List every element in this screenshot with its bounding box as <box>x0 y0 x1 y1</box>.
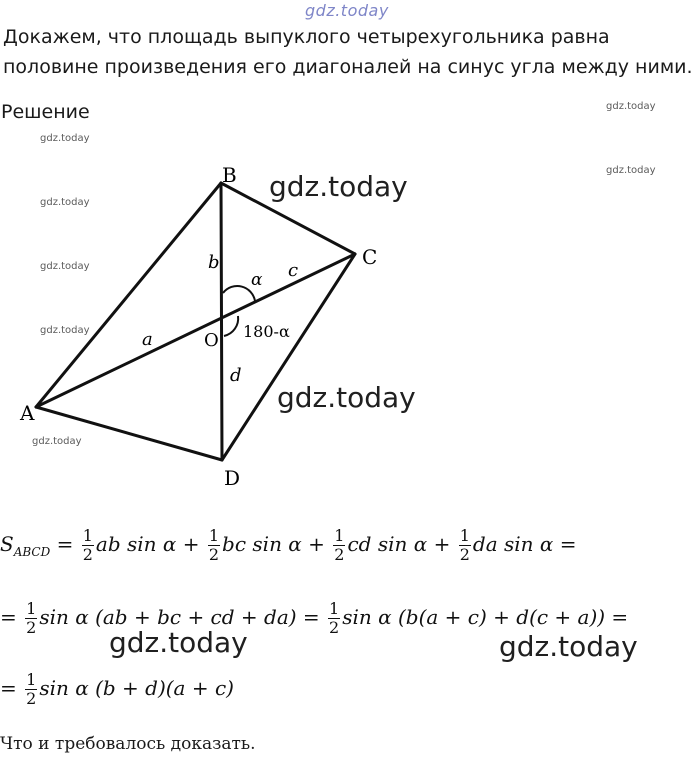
fraction-half: $\frac{1}{2}$ <box>26 670 37 708</box>
fraction-half: $\frac{1}{2}$ <box>329 599 340 637</box>
solution-heading: Решение <box>1 101 90 123</box>
fraction-half: $\frac{1}{2}$ <box>334 526 345 564</box>
angle-label-alpha: α <box>251 270 263 290</box>
side-ab <box>36 183 221 407</box>
term-cd: cd sin α + <box>347 532 457 556</box>
watermark-small: gdz.today <box>32 436 82 447</box>
conclusion-text: Что и требовалось доказать. <box>0 734 256 754</box>
fraction-half: $\frac{1}{2}$ <box>82 526 93 564</box>
equals-sign: = <box>0 605 24 629</box>
side-da <box>36 407 222 460</box>
formula-line-3 <box>0 671 234 708</box>
equals-sign: = <box>0 676 24 700</box>
watermark-small: gdz.today <box>606 101 656 112</box>
quadrilateral-diagram <box>0 155 699 495</box>
watermark-large: gdz.today <box>499 630 638 663</box>
segment-label-b: b <box>208 252 220 273</box>
watermark-small: gdz.today <box>40 133 90 144</box>
term-bc: bc sin α + <box>222 532 332 556</box>
watermark-small: gdz.today <box>40 325 90 336</box>
term-ab: ab sin α + <box>95 532 206 556</box>
equals-sign: = <box>50 532 80 556</box>
watermark-large: gdz.today <box>109 626 248 659</box>
watermark-small: gdz.today <box>606 165 656 176</box>
vertex-label-a: A <box>20 401 35 425</box>
vertex-label-d: D <box>224 466 241 490</box>
expression-result: sin α (b + d)(a + c) <box>39 676 234 700</box>
diagonal-bd <box>221 183 222 460</box>
vertex-label-b: B <box>222 163 237 187</box>
fraction-half: $\frac{1}{2}$ <box>459 526 470 564</box>
segment-label-d: d <box>230 365 242 386</box>
segment-label-a: a <box>142 329 153 350</box>
watermark-large: gdz.today <box>269 170 408 203</box>
angle-supplement-arc <box>224 316 238 336</box>
formula-line-1 <box>0 527 577 564</box>
center-label-o: O <box>204 330 219 351</box>
segment-label-c: c <box>288 260 299 281</box>
fraction-half: $\frac{1}{2}$ <box>26 599 37 637</box>
expression-sum: sin α (ab + bc + cd + da) = <box>39 605 327 629</box>
term-da: da sin α = <box>472 532 577 556</box>
vertex-label-c: C <box>362 245 378 269</box>
watermark-large: gdz.today <box>277 381 416 414</box>
area-subscript: ABCD <box>13 545 51 559</box>
watermark-small: gdz.today <box>40 197 90 208</box>
area-symbol: S <box>0 532 14 556</box>
site-logo-watermark: gdz.today <box>305 1 389 20</box>
fraction-half: $\frac{1}{2}$ <box>208 526 220 564</box>
problem-statement: Докажем, что площадь выпуклого четырехугольника равна половине произведения его диагоналей на синус угла между ними. <box>3 26 693 78</box>
watermark-small: gdz.today <box>40 261 90 272</box>
angle-label-supplement: 180-α <box>243 322 290 341</box>
expression-grouped: sin α (b(a + c) + d(c + a)) = <box>342 605 629 629</box>
